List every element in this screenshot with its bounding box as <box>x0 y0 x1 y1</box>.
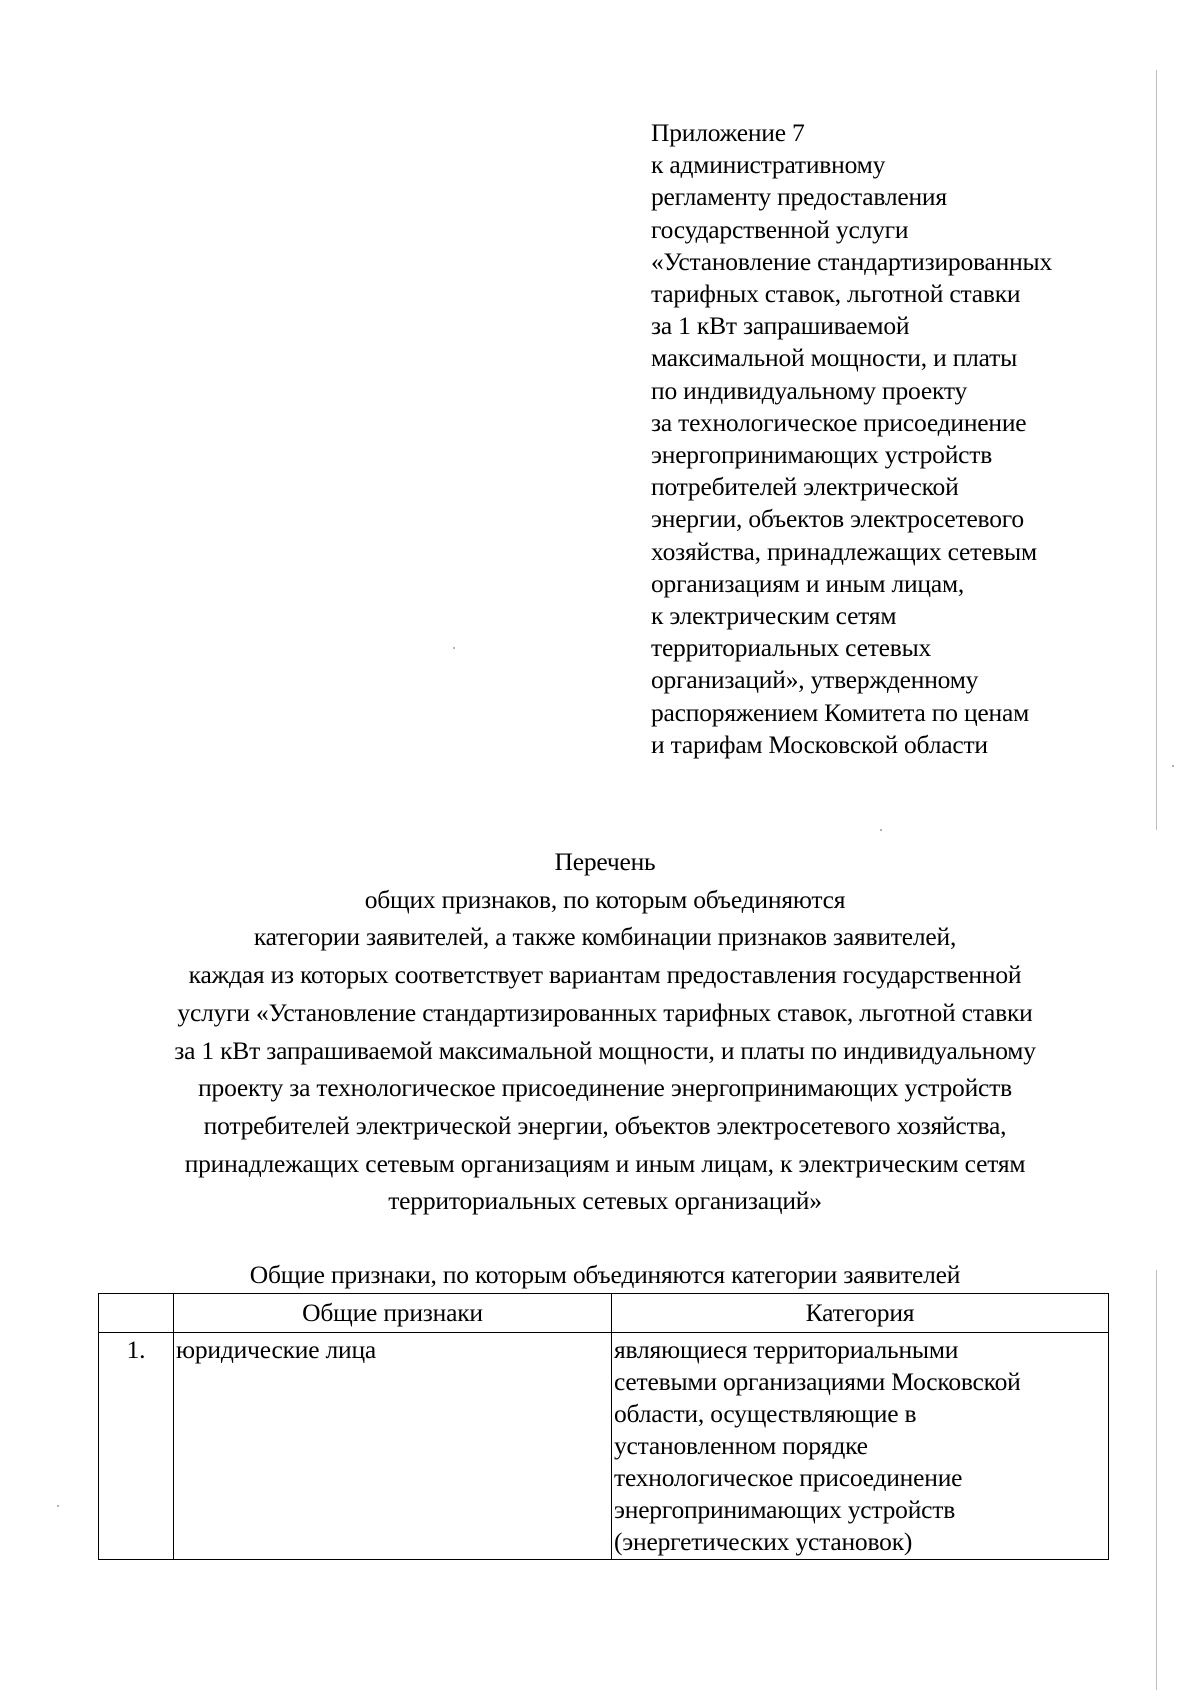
category-line: энергопринимающих устройств <box>614 1495 956 1524</box>
header-number <box>99 1294 174 1333</box>
scan-edge-mark-lower <box>1156 1270 1157 1690</box>
heading-line: принадлежащих сетевым организациям и иным лицам, к электрическим сетям <box>184 1148 1026 1178</box>
category-line: области, осуществляющие в <box>614 1399 917 1428</box>
appendix-line: государственной услуги <box>651 214 909 244</box>
appendix-reference-block <box>651 117 1171 761</box>
row-feature: юридические лица <box>174 1333 612 1560</box>
heading-line: общих признаков, по которым объединяются <box>364 884 846 914</box>
heading-line: потребителей электрической энергии, объектов электросетевого хозяйства, <box>203 1110 1007 1140</box>
header-category: Категория <box>612 1294 1109 1333</box>
header-features: Общие признаки <box>174 1294 612 1333</box>
scan-speck <box>1172 765 1174 767</box>
row-number: 1. <box>99 1333 174 1560</box>
appendix-line: распоряжением Комитета по ценам <box>651 697 1030 727</box>
appendix-line: к административному <box>651 150 886 180</box>
appendix-line: и тарифам Московской области <box>651 729 988 759</box>
table-header-row <box>99 1294 1109 1333</box>
heading-line: территориальных сетевых организаций» <box>388 1186 822 1216</box>
table-row <box>99 1333 1109 1560</box>
heading-line: категории заявителей, а также комбинации признаков заявителей, <box>253 922 957 952</box>
category-line: сетевыми организациями Московской <box>614 1367 1021 1396</box>
criteria-table <box>98 1293 1109 1560</box>
appendix-line: за технологическое присоединение <box>651 407 1027 437</box>
appendix-line: хозяйства, принадлежащих сетевым <box>651 536 1037 566</box>
heading-title: Перечень <box>554 847 656 876</box>
heading-line: каждая из которых соответствует вариантам предоставления государственной <box>188 960 1022 990</box>
heading-line: за 1 кВт запрашиваемой максимальной мощности, и платы по индивидуальному <box>174 1035 1036 1065</box>
scan-speck <box>57 1505 59 1507</box>
category-line: технологическое присоединение <box>614 1463 963 1492</box>
scan-speck <box>880 829 882 831</box>
scan-speck <box>453 647 455 649</box>
category-line: являющиеся территориальными <box>614 1335 959 1364</box>
table-caption: Общие признаки, по которым объединяются категории заявителей <box>249 1260 961 1289</box>
appendix-line: «Установление стандартизированных <box>651 246 1053 276</box>
appendix-line: к электрическим сетям <box>651 601 897 631</box>
appendix-line: тарифных ставок, льготной ставки <box>651 279 1021 309</box>
appendix-line: за 1 кВт запрашиваемой <box>651 311 910 341</box>
appendix-line: Приложение 7 <box>651 118 805 147</box>
appendix-line: по индивидуальному проекту <box>651 375 968 405</box>
appendix-line: энергопринимающих устройств <box>651 440 993 470</box>
category-line: (энергетических установок) <box>614 1527 913 1556</box>
category-line: установленном порядке <box>614 1431 868 1460</box>
appendix-line: организациям и иным лицам, <box>651 568 965 598</box>
heading-line: проекту за технологическое присоединение энергопринимающих устройств <box>198 1073 1012 1103</box>
appendix-line: организаций», утвержденному <box>651 665 979 695</box>
heading-line: услуги «Установление стандартизированных тарифных ставок, льготной ставки <box>177 997 1033 1027</box>
appendix-line: потребителей электрической <box>651 472 959 502</box>
document-heading <box>40 843 1170 1220</box>
appendix-line: максимальной мощности, и платы <box>651 343 1018 373</box>
appendix-line: энергии, объектов электросетевого <box>651 504 1024 534</box>
row-category <box>612 1333 1109 1560</box>
appendix-line: территориальных сетевых <box>651 633 932 663</box>
appendix-line: регламенту предоставления <box>651 182 947 212</box>
